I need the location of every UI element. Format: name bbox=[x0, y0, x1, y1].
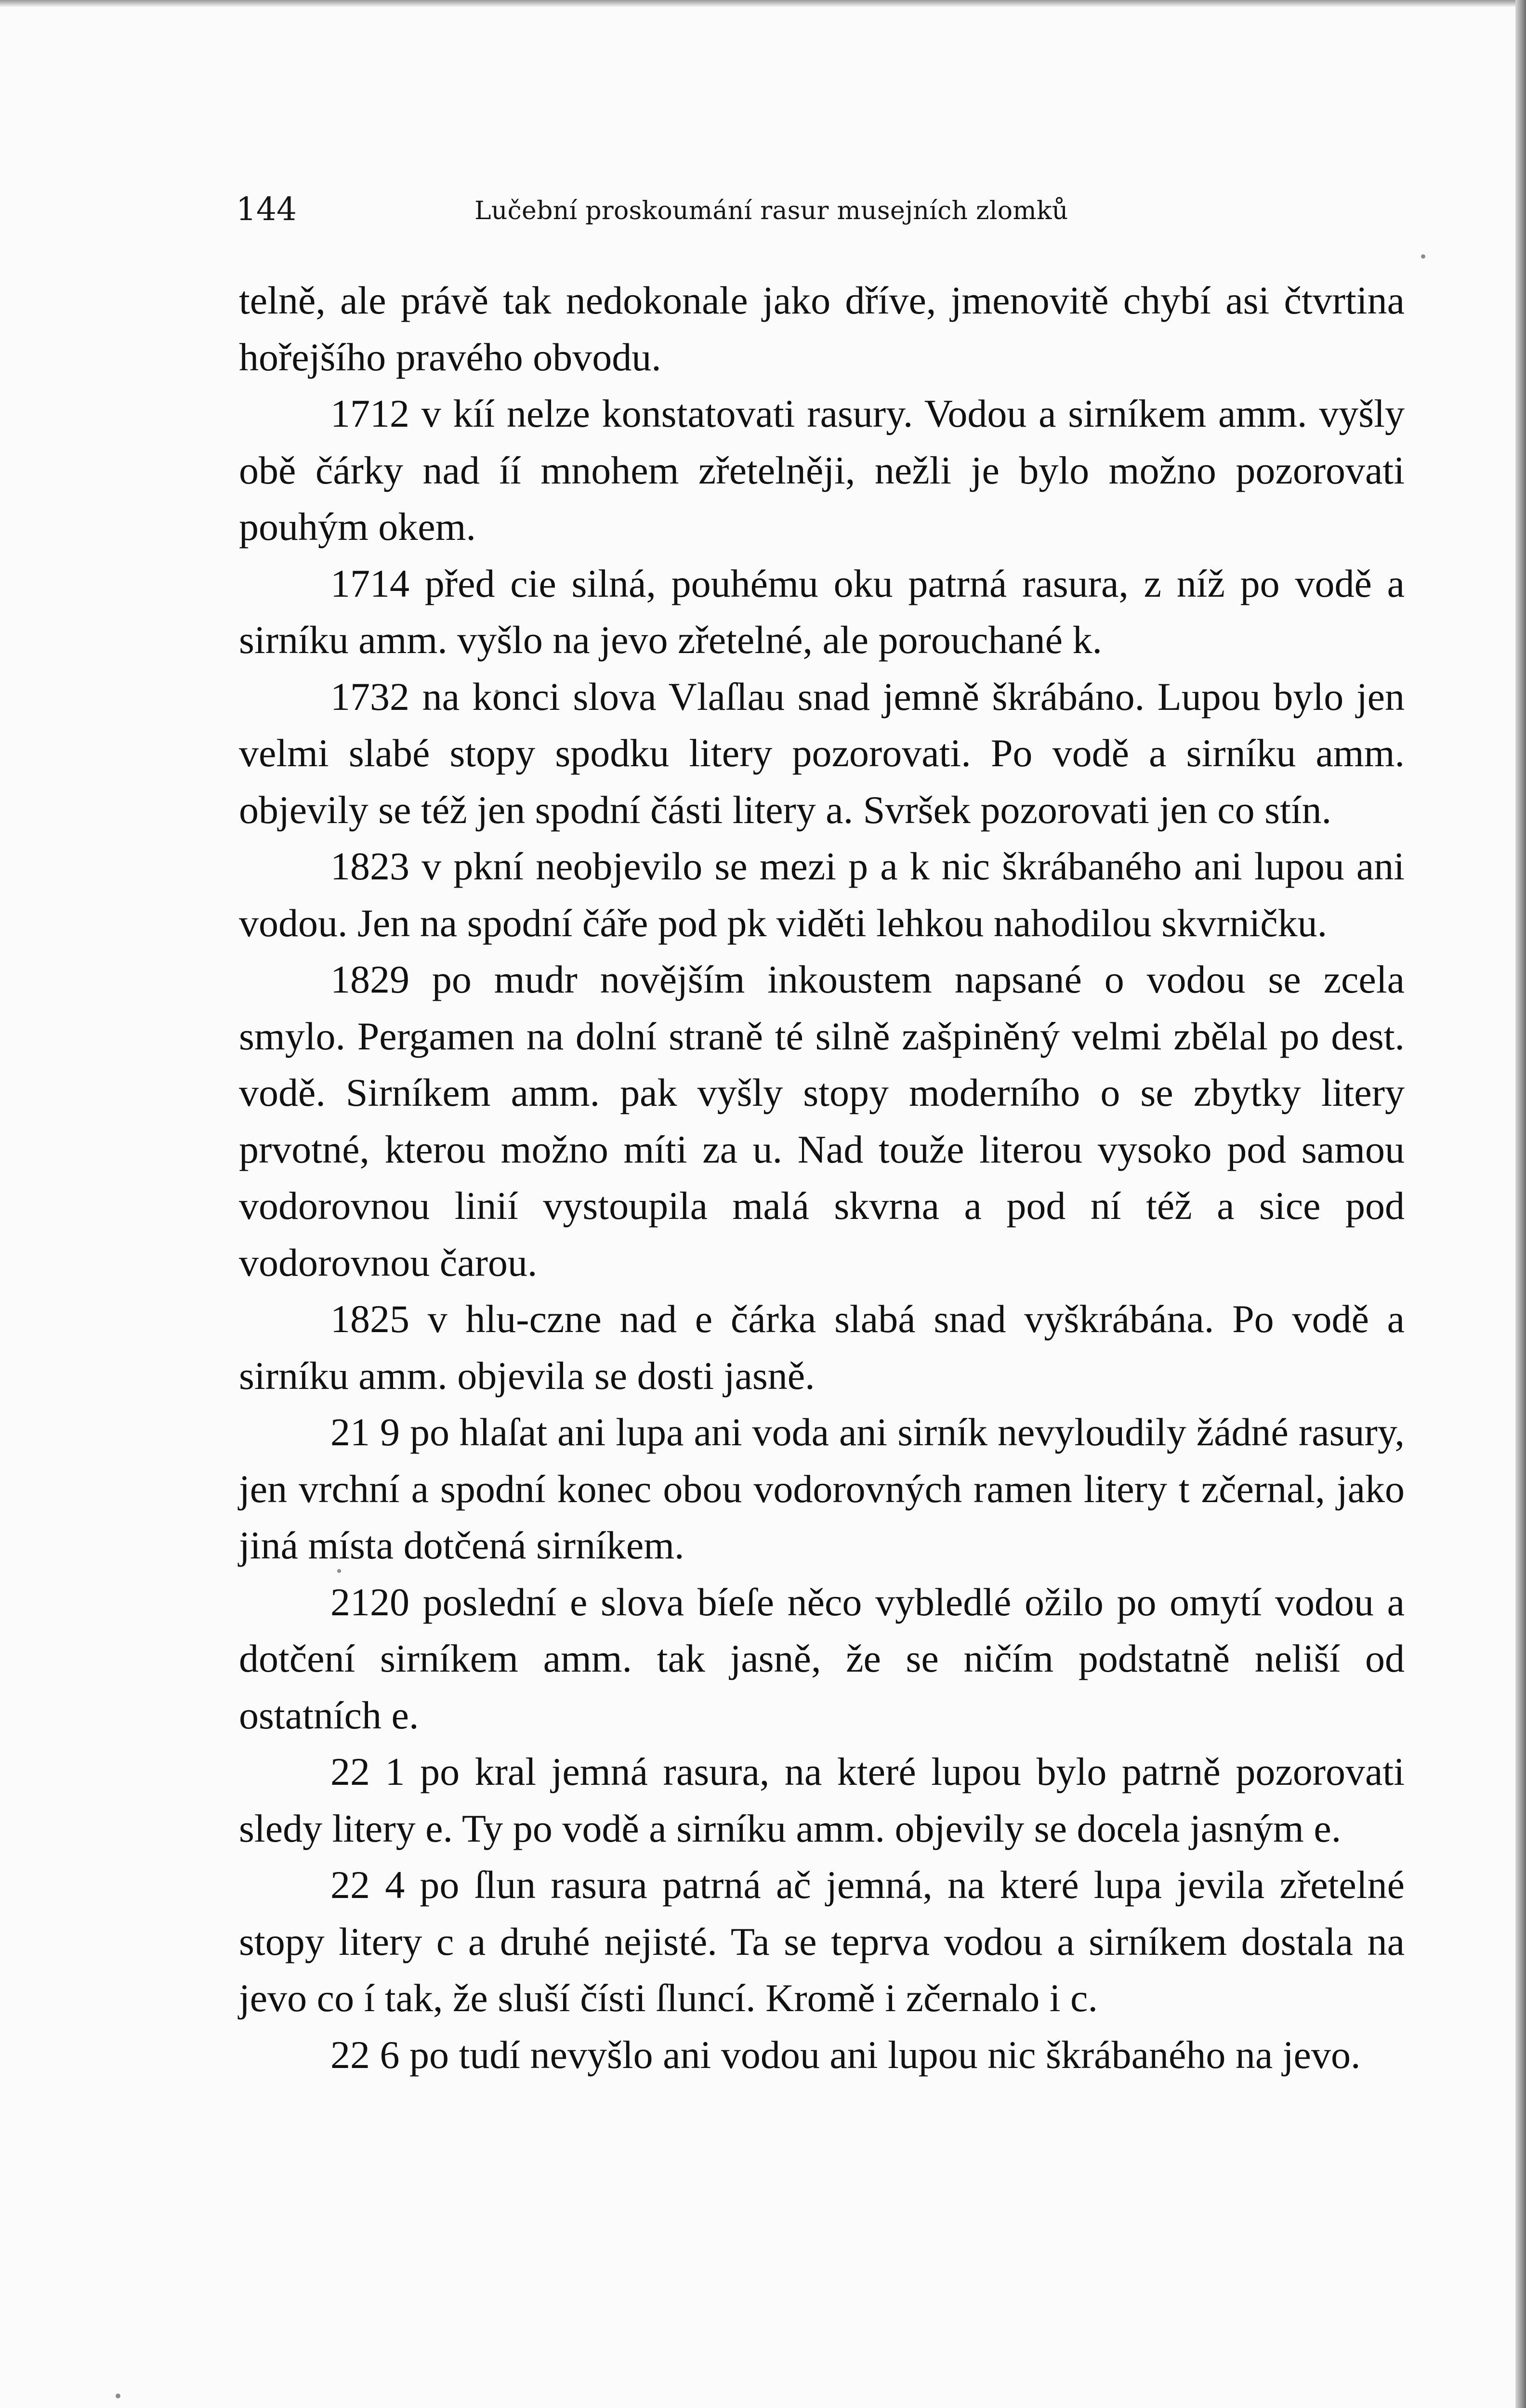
paragraph: 1825 v hlu-czne nad e čárka slabá snad vyškrábána. Po vodě a sirníku amm. objevila se dosti jasně. bbox=[239, 1297, 1405, 1398]
scan-right-edge-shadow bbox=[1515, 0, 1526, 2408]
paragraph: 21 9 po hlaſat ani lupa ani voda ani sirník nevyloudily žádné rasury, jen vrchní a spodní konec obou vodorovných ramen litery t zčernal, jako jiná místa dotčená sirníkem. bbox=[239, 1410, 1405, 1567]
scan-top-edge-shadow bbox=[0, 0, 1526, 7]
page-header bbox=[236, 190, 1291, 229]
paragraph: 1829 po mudr novějším inkoustem napsané o vodou se zcela smylo. Pergamen na dolní straně té silně zašpiněný velmi zbělal po dest. vodě. Sirníkem amm. pak vyšly stopy moderního o se zbytky litery prvotné, kterou možno míti za u. Nad touže literou vysoko pod samou vodorovnou linií vystoupila malá skvrna a pod ní též a sice pod vodorovnou čarou. bbox=[239, 957, 1405, 1284]
paragraph: 1823 v pkní neobjevilo se mezi p a k nic škrábaného ani lupou ani vodou. Jen na spodní čáře pod pk viděti lehkou nahodilou skvrničku. bbox=[239, 844, 1405, 945]
paragraph: 1732 na konci slova Vlaſlau snad jemně škrábáno. Lupou bylo jen velmi slabé stopy spodku litery pozorovati. Po vodě a sirníku amm. objevily se též jen spodní části litery a. Svršek pozorovati jen co stín. bbox=[239, 674, 1405, 832]
paragraph: telně, ale právě tak nedokonale jako dříve, jmenovitě chybí asi čtvrtina hořejšího pravého obvodu. bbox=[239, 278, 1405, 379]
paragraph: 1712 v kíí nelze konstatovati rasury. Vodou a sirníkem amm. vyšly obě čárky nad íí mnohem zřetelněji, nežli je bylo možno pozorovati pouhým okem. bbox=[239, 392, 1405, 549]
paragraph: 22 6 po tudí nevyšlo ani vodou ani lupou nic škrábaného na jevo. bbox=[330, 2032, 1361, 2077]
body-text bbox=[239, 272, 1405, 2083]
paragraph: 1714 před cie silná, pouhému oku patrná rasura, z níž po vodě a sirníku amm. vyšlo na jevo zřetelné, ale porouchané k. bbox=[239, 561, 1405, 662]
paragraph: 2120 poslední e slova bíeſe něco vybledlé ožilo po omytí vodou a dotčení sirníkem amm. tak jasně, že se ničím podstatně neliší od ostatních e. bbox=[239, 1580, 1405, 1737]
paragraph: 22 1 po kral jemná rasura, na které lupou bylo patrně pozorovati sledy litery e. Ty po vodě a sirníku amm. objevily se docela jasným e. bbox=[239, 1750, 1405, 1850]
paragraph: 22 4 po ſlun rasura patrná ač jemná, na které lupa jevila zřetelné stopy litery c a druhé nejisté. Ta se teprva vodou a sirníkem dostala na jevo co í tak, že sluší čísti ſluncí. Kromě i zčernalo i c. bbox=[239, 1863, 1405, 2020]
running-title: Lučební proskoumání rasur musejních zlomků bbox=[474, 196, 1068, 225]
page-number: 144 bbox=[236, 191, 297, 228]
